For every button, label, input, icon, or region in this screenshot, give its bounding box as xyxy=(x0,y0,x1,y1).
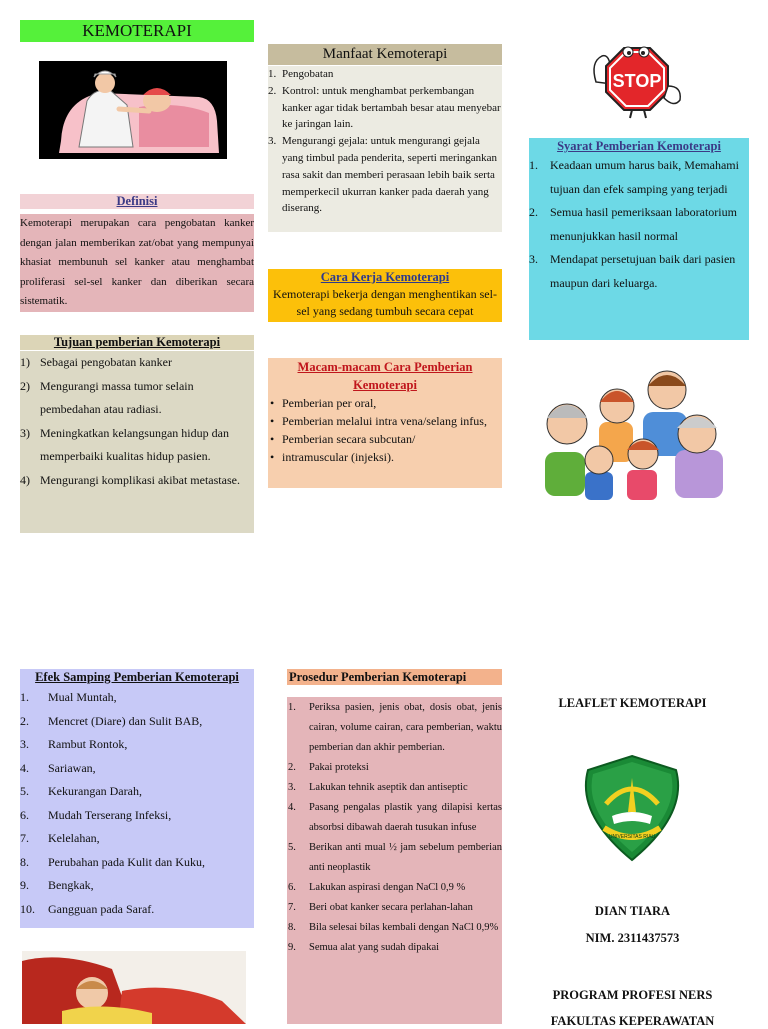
item-text: Bila selesai bilas kembali dengan NaCl 0,9% xyxy=(309,922,499,933)
list-item xyxy=(287,798,502,838)
list-item xyxy=(20,898,254,922)
item-text: Mendapat persetujuan baik dari pasien maupun dari keluarga. xyxy=(550,252,736,290)
item-text: Mengurangi komplikasi akibat metastase. xyxy=(40,472,240,487)
item-text: Sebagai pengobatan kanker xyxy=(40,355,172,369)
item-text: Kekurangan Darah, xyxy=(48,784,142,798)
syarat-heading: Syarat Pemberian Kemoterapi xyxy=(529,138,749,154)
definisi-text xyxy=(20,214,254,312)
item-number: 2) xyxy=(20,378,30,393)
list-item xyxy=(287,698,502,758)
list-item: • Pemberian per oral, xyxy=(268,394,502,412)
item-text: Mengurangi massa tumor selain pembedahan atau radiasi. xyxy=(40,378,194,416)
item-text: Mudah Terserang Infeksi, xyxy=(48,807,172,822)
list-item xyxy=(20,780,254,804)
list-item xyxy=(20,469,254,493)
nurse-patient-illustration xyxy=(39,61,227,159)
item-number: 3. xyxy=(529,252,538,266)
list-item xyxy=(20,733,254,757)
stop-sign-text: STOP xyxy=(612,71,662,91)
cara-kerja-text: Kemoterapi bekerja dengan menghentikan sel-sel yang sedang tumbuh secara cepat xyxy=(268,286,502,322)
faculty-name: FAKULTAS KEPERAWATAN xyxy=(550,1014,715,1028)
item-text: Bengkak, xyxy=(48,878,94,892)
item-number: 1. xyxy=(529,158,538,172)
item-text: Beri obat kanker secara perlahan-lahan xyxy=(309,902,473,913)
list-item xyxy=(287,838,502,878)
item-text: Rambut Rontok, xyxy=(48,737,128,751)
item-number: 9. xyxy=(20,878,29,892)
item-number: 2. xyxy=(268,84,277,97)
item-number: 2. xyxy=(529,205,538,219)
list-item xyxy=(20,375,254,422)
definisi-paragraph: Kemoterapi merupakan cara pengobatan kanker dengan jalan memberikan zat/obat yang mempunyai khasiat membunuh sel kanker atau menghambat proliferasi sel-sel kanker dan diberikan secara sistematik. xyxy=(20,217,254,307)
item-number: 1. xyxy=(268,68,277,80)
manfaat-panel xyxy=(268,66,502,232)
item-text: Semua hasil pemeriksaan laboratorium menunjukkan hasil normal xyxy=(550,205,737,243)
item-text: Berikan anti mual ½ jam sebelum pemberian anti neoplastik xyxy=(309,842,502,873)
list-item xyxy=(268,133,502,217)
item-number: 1) xyxy=(20,355,30,369)
item-number: 3. xyxy=(288,782,296,793)
item-number: 1. xyxy=(288,702,296,713)
item-text: Meningkatkan kelangsungan hidup dan memperbaiki kualitas hidup pasien. xyxy=(40,425,229,463)
prosedur-heading: Prosedur Pemberian Kemoterapi xyxy=(287,669,502,685)
syarat-panel xyxy=(529,154,749,340)
item-text: Periksa pasien, jenis obat, dosis obat, jenis cairan, volume cairan, cara pemberian, waktu pemberian dan akhir pemberian. xyxy=(309,702,502,753)
item-text: Lakukan aspirasi dengan NaCl 0,9 % xyxy=(309,882,466,893)
list-item xyxy=(20,757,254,781)
item-number: 4. xyxy=(20,760,29,775)
tujuan-heading: Tujuan pemberian Kemoterapi xyxy=(20,335,254,350)
item-text: Mual Muntah, xyxy=(48,690,117,704)
university-logo-icon xyxy=(576,754,688,862)
tujuan-panel xyxy=(20,351,254,533)
author-name: DIAN TIARA xyxy=(594,904,671,918)
leaflet-cover-title: LEAFLET KEMOTERAPI xyxy=(558,696,707,710)
leaflet-title-banner: KEMOTERAPI xyxy=(20,20,254,42)
item-text: Gangguan pada Saraf. xyxy=(48,901,155,916)
item-number: 2. xyxy=(20,713,29,728)
macam-panel xyxy=(268,394,502,488)
list-item xyxy=(20,804,254,828)
item-text: Pengobatan xyxy=(282,68,334,80)
item-text: Sariawan, xyxy=(48,760,96,775)
item-text: Keadaan umum harus baik, Memahami tujuan dan efek samping yang terjadi xyxy=(550,158,739,196)
item-text: Pasang pengalas plastik yang dilapisi kertas absorbsi dibawah daerah tusukan infuse xyxy=(309,802,502,833)
item-number: 5. xyxy=(288,842,296,853)
list-item: • intramuscular (injeksi). xyxy=(268,448,502,466)
item-text: Mencret (Diare) dan Sulit BAB, xyxy=(48,713,203,728)
item-number: 6. xyxy=(20,807,29,822)
item-number: 6. xyxy=(288,882,296,893)
list-item xyxy=(20,710,254,734)
item-number: 5. xyxy=(20,784,29,798)
list-item xyxy=(20,851,254,875)
list-item xyxy=(287,918,502,938)
efek-samping-heading: Efek Samping Pemberian Kemoterapi xyxy=(20,669,254,686)
sick-child-photo xyxy=(22,951,246,1024)
stop-sign-icon xyxy=(588,42,686,120)
item-number: 8. xyxy=(20,854,29,869)
item-number: 8. xyxy=(288,922,296,933)
list-item xyxy=(287,778,502,798)
item-number: 3) xyxy=(20,425,30,440)
item-number: 3. xyxy=(20,737,29,751)
list-item: • Pemberian melalui intra vena/selang infus, xyxy=(268,412,502,430)
item-number: 3. xyxy=(268,135,277,148)
item-number: 4. xyxy=(288,802,296,813)
item-number: 7. xyxy=(20,831,29,845)
list-item xyxy=(20,874,254,898)
item-text: Kontrol: untuk menghambat perkembangan kanker agar tidak bertambah besar atau menyebar ke jaringan lain. xyxy=(282,84,501,131)
cara-kerja-heading: Cara Kerja Kemoterapi xyxy=(268,269,502,286)
list-item xyxy=(529,248,749,295)
item-text: Perubahan pada Kulit dan Kuku, xyxy=(48,854,205,869)
list-item xyxy=(529,201,749,248)
item-number: 4) xyxy=(20,472,30,487)
list-item xyxy=(20,827,254,851)
prosedur-panel xyxy=(287,697,502,1024)
item-number: 10. xyxy=(20,901,35,916)
manfaat-heading: Manfaat Kemoterapi xyxy=(268,44,502,65)
list-item xyxy=(287,898,502,918)
efek-samping-panel xyxy=(20,686,254,928)
item-number: 9. xyxy=(288,942,296,953)
list-item xyxy=(529,154,749,201)
item-text: Pakai proteksi xyxy=(309,762,369,773)
list-item xyxy=(287,758,502,778)
student-id: NIM. 2311437573 xyxy=(585,931,680,945)
macam-heading: Macam-macam Cara Pemberian Kemoterapi xyxy=(268,358,502,394)
family-illustration xyxy=(545,362,725,502)
list-item xyxy=(268,66,502,83)
item-text: Mengurangi gejala: untuk mengurangi gejala yang timbul pada penderita, seperti meringankan rasa sakit dan memberi perasaan lebih baik serta memperkecil ukurran kanker pada daerah yang diserang. xyxy=(282,135,498,215)
program-name: PROGRAM PROFESI NERS xyxy=(552,988,713,1002)
item-number: 7. xyxy=(288,902,296,913)
item-number: 2. xyxy=(288,762,296,773)
item-text: Kelelahan, xyxy=(48,831,100,845)
list-item xyxy=(20,351,254,375)
definisi-heading: Definisi xyxy=(20,194,254,209)
list-item xyxy=(268,83,502,133)
item-number: 1. xyxy=(20,690,29,704)
list-item xyxy=(20,686,254,710)
item-text: Semua alat yang sudah dipakai xyxy=(309,942,440,953)
list-item xyxy=(287,938,502,958)
logo-text: UNIVERSITAS RIAU xyxy=(608,834,656,840)
list-item xyxy=(287,878,502,898)
list-item xyxy=(20,422,254,469)
item-text: Lakukan tehnik aseptik dan antiseptic xyxy=(309,782,468,793)
list-item: • Pemberian secara subcutan/ xyxy=(268,430,502,448)
